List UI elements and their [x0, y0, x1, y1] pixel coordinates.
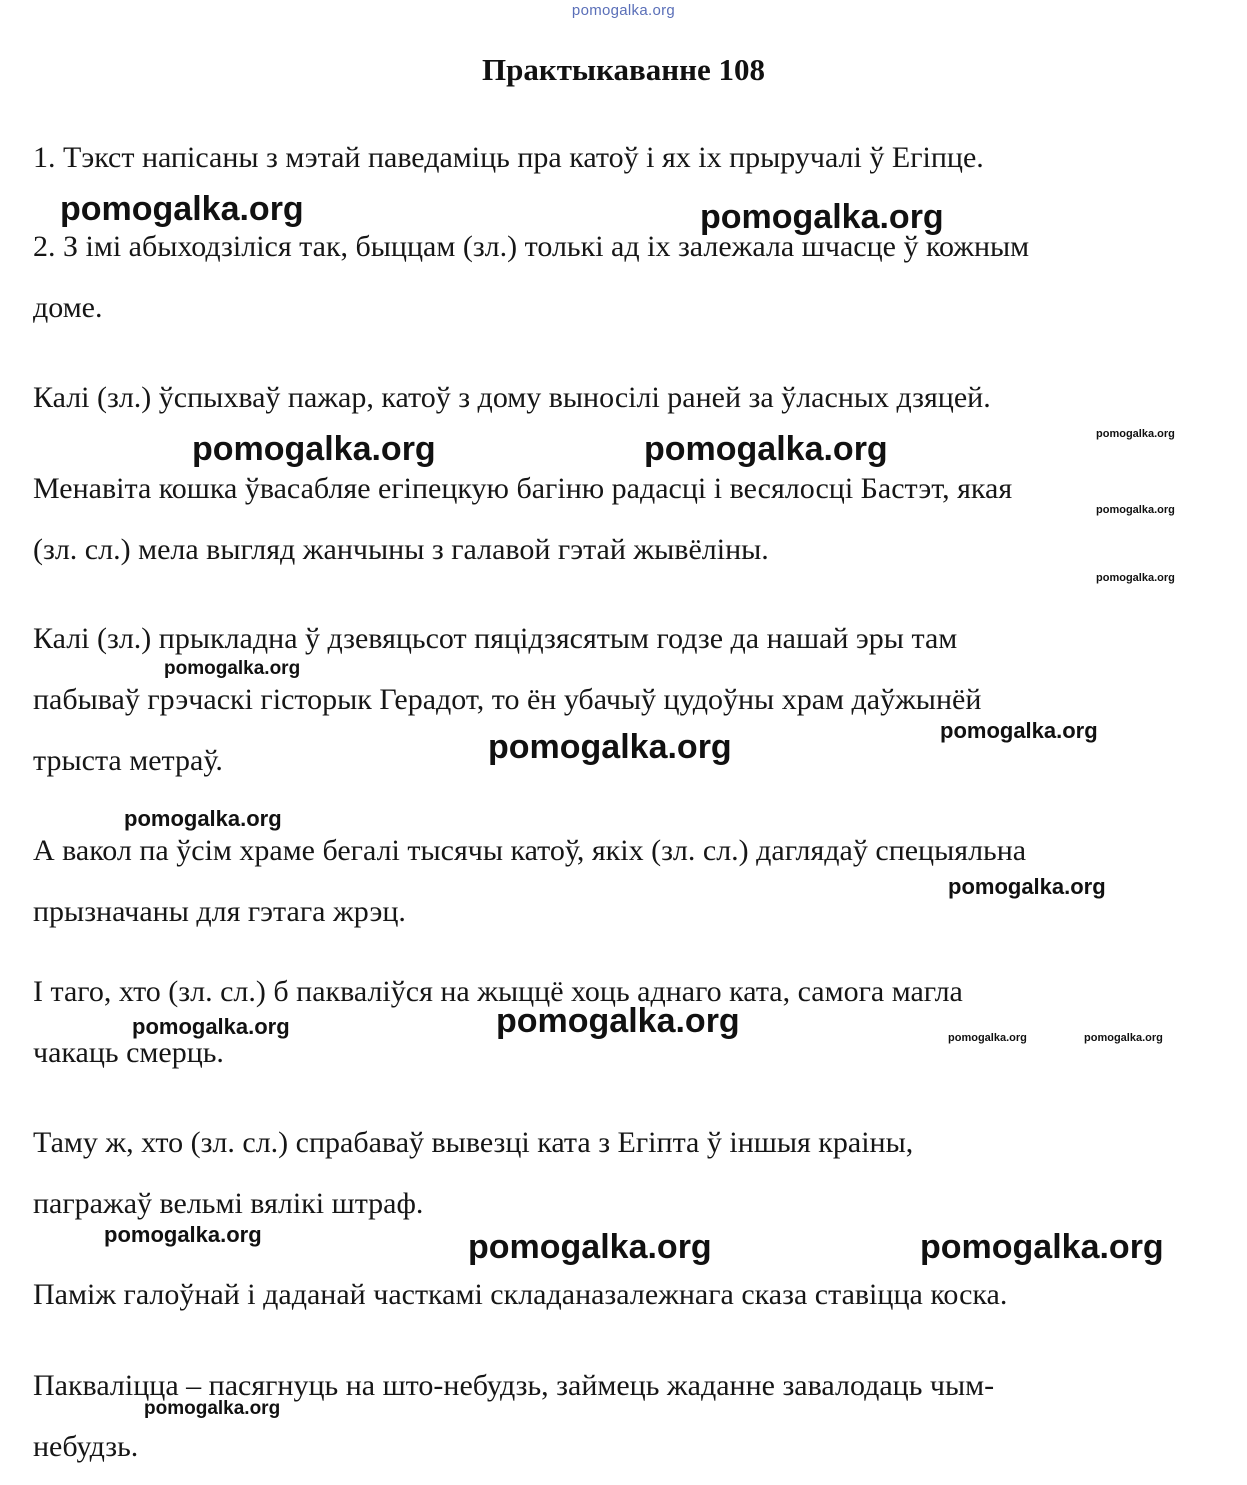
watermark: pomogalka.org [496, 1002, 740, 1040]
text-line-2: 2. З імі абыходзіліся так, быццам (зл.) толькі ад іх залежала шчасце ў кожным [33, 230, 1030, 263]
watermark: pomogalka.org [132, 1014, 290, 1039]
watermark: pomogalka.org [144, 1398, 281, 1419]
watermark: pomogalka.org [920, 1228, 1164, 1266]
watermark: pomogalka.org [468, 1228, 712, 1266]
text-line-12: І таго, хто (зл. сл.) б пакваліўся на жыццё хоць аднаго ката, самога магла [33, 975, 963, 1008]
watermark: pomogalka.org [1084, 1032, 1163, 1044]
watermark: pomogalka.org [940, 718, 1098, 743]
watermark: pomogalka.org [104, 1222, 262, 1247]
watermark: pomogalka.org [1096, 504, 1175, 516]
watermark: pomogalka.org [948, 1032, 1027, 1044]
text-line-16: Паміж галоўнай і даданай часткамі складаназалежнага сказа ставіцца коска. [33, 1278, 1008, 1311]
watermark: pomogalka.org [948, 874, 1106, 899]
text-line-9: трыста метраў. [33, 744, 223, 777]
watermark: pomogalka.org [644, 430, 888, 468]
text-line-15: пагражаў вельмі вялікі штраф. [33, 1187, 424, 1220]
watermark: pomogalka.org [124, 806, 282, 831]
watermark: pomogalka.org [1096, 572, 1175, 584]
text-line-18: небудзь. [33, 1430, 139, 1463]
text-line-5: Менавіта кошка ўвасабляе егіпецкую багіню радасці і весялосці Бастэт, якая [33, 472, 1013, 505]
text-line-6: (зл. сл.) мела выгляд жанчыны з галавой гэтай жывёліны. [33, 533, 769, 566]
watermark: pomogalka.org [488, 728, 732, 766]
text-line-8: пабываў грэчаскі гісторык Герадот, то ён убачыў цудоўны храм даўжынёй [33, 683, 982, 716]
text-line-1: 1. Тэкст напісаны з мэтай паведаміць пра катоў і ях іх прыручалі ў Егіпце. [33, 141, 984, 174]
watermark: pomogalka.org [60, 190, 304, 228]
site-watermark-top[interactable]: pomogalka.org [571, 2, 676, 19]
watermark: pomogalka.org [1096, 428, 1175, 440]
text-line-11: прызначаны для гэтага жрэц. [33, 895, 406, 928]
watermark: pomogalka.org [192, 430, 436, 468]
watermark: pomogalka.org [700, 198, 944, 236]
text-line-14: Таму ж, хто (зл. сл.) спрабаваў вывезці ката з Егіпта ў іншыя краіны, [33, 1126, 914, 1159]
text-line-4: Калі (зл.) ўспыхваў пажар, катоў з дому выносілі раней за ўласных дзяцей. [33, 381, 991, 414]
watermark: pomogalka.org [164, 658, 301, 679]
text-line-3: доме. [33, 291, 103, 324]
text-line-10: А вакол па ўсім храме бегалі тысячы катоў, якіх (зл. сл.) даглядаў спецыяльна [33, 834, 1027, 867]
text-line-13: чакаць смерць. [33, 1036, 224, 1069]
text-line-17: Пакваліцца – пасягнуць на што-небудзь, займець жаданне завалодаць чым- [33, 1369, 995, 1402]
text-line-7: Калі (зл.) прыкладна ў дзевяцьсот пяцідзясятым годзе да нашай эры там [33, 622, 958, 655]
page-title: Практыкаванне 108 [481, 52, 765, 87]
